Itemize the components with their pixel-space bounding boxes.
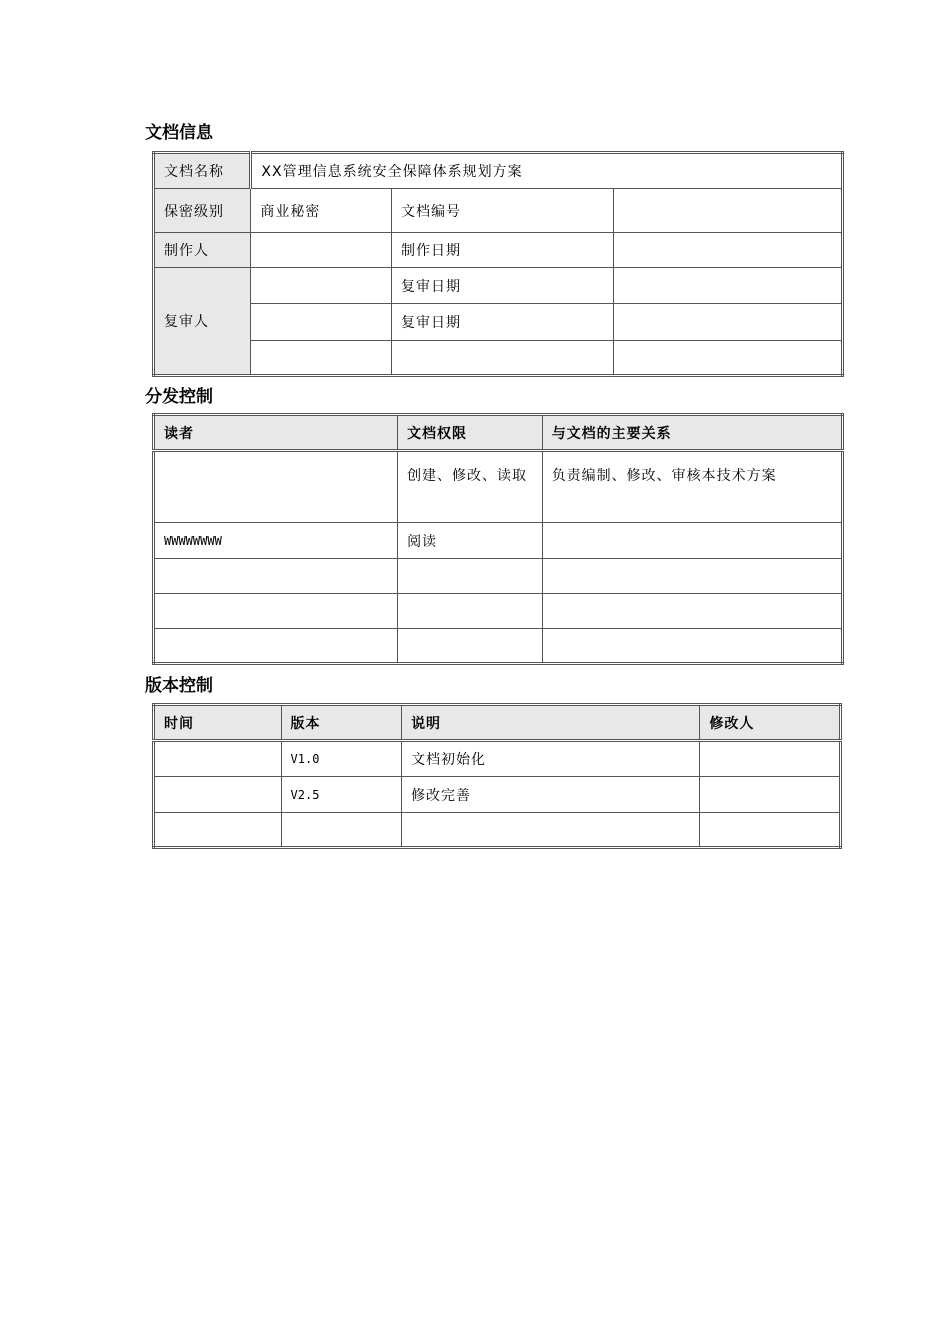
table-row: [154, 741, 841, 777]
time-cell: [154, 813, 282, 848]
distribution-table: [152, 413, 844, 665]
author-label: 制作人: [154, 233, 251, 268]
doc-name-label: 文档名称: [154, 153, 251, 189]
doc-info-table: [152, 151, 844, 377]
empty-cell: [613, 341, 842, 376]
reader-cell: [154, 451, 398, 523]
header-time: 时间: [154, 705, 282, 741]
reader-cell: [154, 594, 398, 629]
review-date-label-2: 复审日期: [392, 304, 614, 341]
relation-cell: [542, 594, 842, 629]
secret-level-label: 保密级别: [154, 189, 251, 233]
distribution-title: 分发控制: [145, 387, 213, 407]
table-row: [154, 451, 843, 523]
time-cell: [154, 741, 282, 777]
doc-number-value: [613, 189, 842, 233]
header-permission: 文档权限: [398, 415, 543, 451]
header-description: 说明: [402, 705, 700, 741]
permission-cell: 阅读: [398, 523, 543, 559]
header-reader: 读者: [154, 415, 398, 451]
table-row: [154, 523, 843, 559]
header-modifier: 修改人: [700, 705, 841, 741]
table-row: [154, 559, 843, 594]
reader-cell: WWWWWWWW: [154, 523, 398, 559]
modifier-cell: [700, 741, 841, 777]
reviewer-value-3: [251, 341, 392, 376]
version-title: 版本控制: [145, 676, 213, 696]
table-row: [154, 813, 841, 848]
header-version: 版本: [281, 705, 402, 741]
description-cell: [402, 813, 700, 848]
reader-cell: [154, 629, 398, 664]
empty-cell: [392, 341, 614, 376]
review-date-value-2: [613, 304, 842, 341]
review-date-label-1: 复审日期: [392, 268, 614, 304]
version-table: [152, 703, 842, 849]
modifier-cell: [700, 777, 841, 813]
reader-cell: [154, 559, 398, 594]
reviewer-value-1: [251, 268, 392, 304]
relation-cell: [542, 559, 842, 594]
reviewer-label: 复审人: [154, 268, 251, 376]
relation-cell: [542, 523, 842, 559]
permission-cell: [398, 594, 543, 629]
table-row: [154, 629, 843, 664]
secret-level-value: 商业秘密: [251, 189, 392, 233]
table-row: [154, 594, 843, 629]
description-cell: 文档初始化: [402, 741, 700, 777]
doc-number-label: 文档编号: [392, 189, 614, 233]
relation-cell: 负责编制、修改、审核本技术方案: [542, 451, 842, 523]
permission-cell: 创建、修改、读取: [398, 451, 543, 523]
description-cell: 修改完善: [402, 777, 700, 813]
permission-cell: [398, 629, 543, 664]
author-value: [251, 233, 392, 268]
create-date-label: 制作日期: [392, 233, 614, 268]
version-cell: V1.0: [281, 741, 402, 777]
permission-cell: [398, 559, 543, 594]
header-relation: 与文档的主要关系: [542, 415, 842, 451]
time-cell: [154, 777, 282, 813]
doc-info-title: 文档信息: [145, 123, 213, 143]
doc-name-value: XX管理信息系统安全保障体系规划方案: [251, 153, 843, 189]
relation-cell: [542, 629, 842, 664]
reviewer-value-2: [251, 304, 392, 341]
modifier-cell: [700, 813, 841, 848]
review-date-value-1: [613, 268, 842, 304]
table-row: [154, 777, 841, 813]
create-date-value: [613, 233, 842, 268]
version-cell: V2.5: [281, 777, 402, 813]
version-cell: [281, 813, 402, 848]
